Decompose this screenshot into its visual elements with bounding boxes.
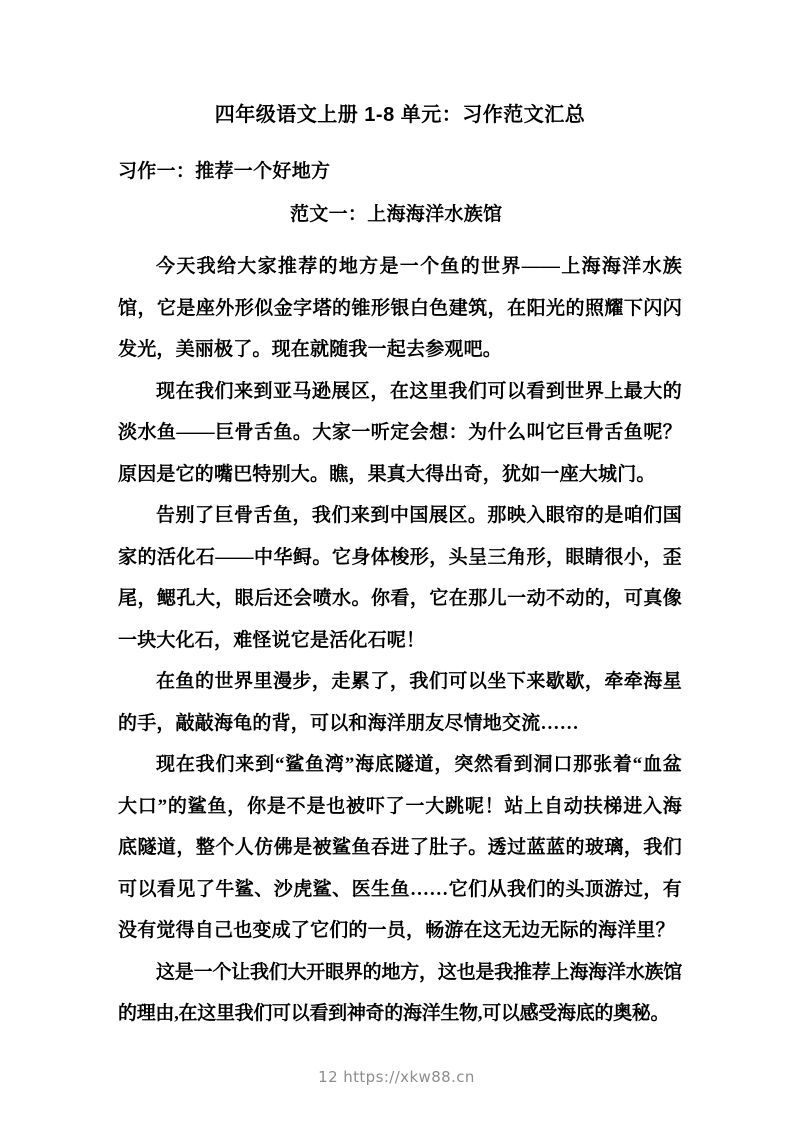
essay-body (118, 230, 682, 1035)
paragraph: 在鱼的世界里漫步，走累了，我们可以坐下来歇歇，牵牵海星的手，敲敲海龟的背，可以和海洋朋友尽情地交流…… (118, 671, 682, 734)
paragraph: 现在我们来到亚马逊展区，在这里我们可以看到世界上最大的淡水鱼——巨骨舌鱼。大家一听定会想：为什么叫它巨骨舌鱼呢？原因是它的嘴巴特别大。瞧，果真大得出奇，犹如一座大城门。 (118, 380, 682, 485)
assignment-heading: 习作一：推荐一个好地方 (118, 161, 331, 182)
paragraph: 现在我们来到“鲨鱼湾”海底隧道，突然看到洞口那张着“血盆大口”的鲨鱼，你是不是也被吓了一大跳呢！站上自动扶梯进入海底隧道，整个人仿佛是被鲨鱼吞进了肚子。透过蓝蓝的玻璃，我们可以看见了牛鲨、沙虎鲨、医生鱼……它们从我们的头顶游过，有没有觉得自己也变成了它们的一员，畅游在这无边无际的海洋里？ (118, 754, 682, 941)
page-watermark: 12 https://xkw88.cn (318, 1068, 475, 1086)
essay-subtitle: 范文一：上海海洋水族馆 (290, 204, 503, 225)
page-title: 四年级语文上册 1-8 单元：习作范文汇总 (214, 104, 586, 126)
document-content (118, 0, 682, 1035)
paragraph: 今天我给大家推荐的地方是一个鱼的世界——上海海洋水族馆，它是座外形似金字塔的锥形银白色建筑，在阳光的照耀下闪闪发光，美丽极了。现在就随我一起去参观吧。 (118, 256, 682, 360)
paragraph: 告别了巨骨舌鱼，我们来到中国展区。那映入眼帘的是咱们国家的活化石——中华鲟。它身体梭形，头呈三角形，眼睛很小，歪尾，鳃孔大，眼后还会喷水。你看，它在那儿一动不动的，可真像一块大化石，难怪说它是活化石呢！ (118, 505, 682, 651)
paragraph: 这是一个让我们大开眼界的地方，这也是我推荐上海海洋水族馆的理由,在这里我们可以看到神奇的海洋生物,可以感受海底的奥秘。 (118, 961, 682, 1024)
